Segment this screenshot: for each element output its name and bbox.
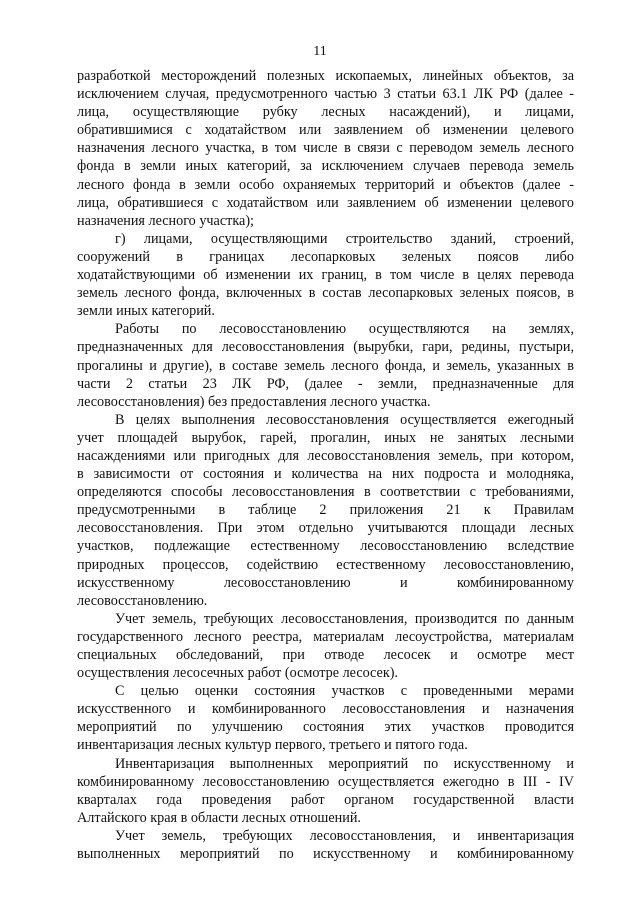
text-line: инвентаризация лесных культур первого, третьего и пятого года.	[77, 737, 468, 754]
paragraph	[77, 320, 574, 410]
text-line: Учет земель, требующих лесовосстановления, производится по данным	[115, 610, 574, 627]
text-line: сооружений в границах лесопарковых зеленых поясов либо	[77, 248, 574, 265]
text-line: фонда в земли иных категорий, за исключением случаев перевода земель	[77, 158, 574, 175]
text-line: Учет земель, требующих лесовосстановления, и инвентаризация	[115, 827, 574, 844]
text-line: Работы по лесовосстановлению осуществляются на землях,	[115, 321, 574, 338]
text-line: осуществления лесосечных работ (осмотре лесосек).	[77, 665, 398, 682]
paragraph	[77, 755, 574, 827]
text-line: разработкой месторождений полезных ископаемых, линейных объектов, за	[77, 68, 574, 84]
text-line: определяются способы лесовосстановления в соответствии с требованиями,	[77, 484, 574, 501]
text-line: государственного лесного реестра, материалам лесоустройства, материалам	[77, 628, 574, 645]
text-line: искусственному лесовосстановлению и комбинированному	[77, 574, 574, 591]
text-line: части 2 статьи 23 ЛК РФ, (далее - земли, предназначенные для	[77, 375, 574, 392]
text-line: лесовосстановления) без предоставления лесного участка.	[77, 393, 431, 410]
text-line: лица, осуществляющие рубку лесных насаждений), и лицами,	[77, 104, 574, 121]
text-line: С целью оценки состояния участков с проведенными мерами	[115, 683, 574, 700]
document-body	[77, 67, 574, 863]
paragraph	[77, 411, 574, 610]
text-line: г) лицами, осуществляющими строительство зданий, строений,	[115, 230, 574, 247]
text-line: участков, подлежащие естественному лесовосстановлению вследствие	[77, 538, 574, 555]
text-line: специальных обследований, при отводе лесосек и осмотре мест	[77, 647, 574, 663]
text-line: лесовосстановлению.	[77, 592, 208, 609]
paragraph	[77, 610, 574, 682]
text-line: Алтайского края в области лесных отношений.	[77, 809, 361, 826]
page-number: 11	[313, 44, 327, 59]
text-line: насаждениями или пригодных для лесовосстановления земель, при котором,	[77, 447, 574, 464]
text-line: предусмотренными в таблице 2 приложения 21 к Правилам	[77, 502, 574, 519]
text-line: учет площадей вырубок, гарей, прогалин, иных не занятых лесными	[77, 429, 574, 446]
paragraph	[77, 67, 574, 230]
text-line: земли иных категорий.	[77, 303, 215, 320]
text-line: природных процессов, содействию естественному лесовосстановлению,	[77, 556, 574, 573]
paragraph	[77, 827, 574, 863]
text-line: земель лесного фонда, включенных в состав лесопарковых зеленых поясов, в	[77, 285, 574, 302]
text-line: в зависимости от состояния и количества на них подроста и молодняка,	[77, 466, 574, 483]
text-line: лесовосстановления. При этом отдельно учитываются площади лесных	[77, 520, 574, 537]
text-line: лица, обратившиеся с ходатайством или заявлением об изменении целевого	[77, 194, 574, 211]
text-line: В целях выполнения лесовосстановления осуществляется ежегодный	[115, 411, 574, 428]
text-line: лесного фонда в земли особо охраняемых территорий и объектов (далее -	[77, 176, 574, 193]
text-line: исключением случая, предусмотренного частью 3 статьи 63.1 ЛК РФ (далее -	[77, 86, 574, 103]
text-line: прогалины и другие), в составе земель лесного фонда, и земель, указанных в	[77, 357, 574, 374]
paragraph	[77, 230, 574, 320]
text-line: выполненных мероприятий по искусственному и комбинированному	[77, 846, 574, 863]
text-line: кварталах года проведения работ органом государственной власти	[77, 791, 574, 808]
text-line: комбинированному лесовосстановлению осуществляется ежегодно в III - IV	[77, 773, 574, 790]
text-line: предназначенных для лесовосстановления (вырубки, гари, редины, пустыри,	[77, 339, 574, 356]
text-line: обратившимися с ходатайством или заявлением об изменении целевого	[77, 122, 574, 139]
text-line: мероприятий по улучшению состояния этих участков проводится	[77, 719, 574, 736]
text-line: искусственного и комбинированного лесовосстановления и назначения	[77, 701, 574, 718]
text-line: Инвентаризация выполненных мероприятий по искусственному и	[115, 755, 574, 772]
text-line: ходатайствующими об изменении их границ, в том числе в целях перевода	[77, 267, 574, 284]
paragraph	[77, 682, 574, 754]
text-line: назначения лесного участка, в том числе в связи с переводом земель лесного	[77, 140, 574, 157]
text-line: назначения лесного участка);	[77, 212, 254, 229]
